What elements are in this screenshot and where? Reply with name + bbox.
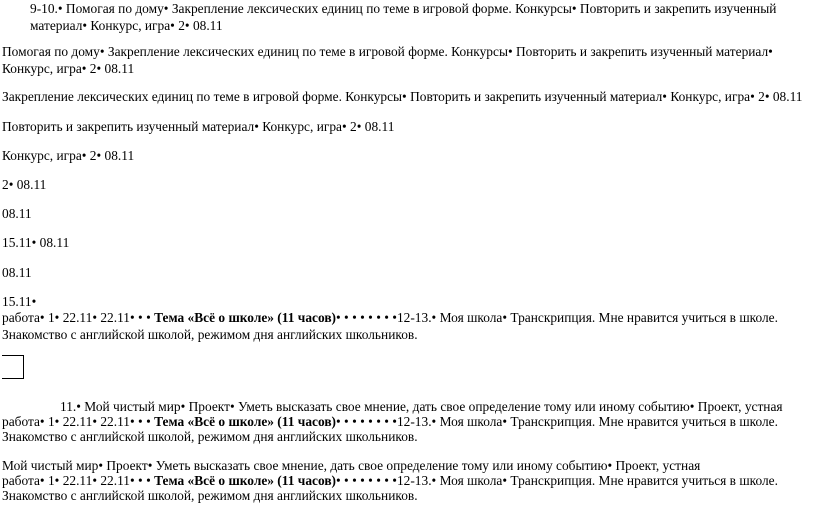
topic-title: Тема «Всё о школе» (11 часов) [154,473,337,488]
topic-description-3: Знакомство с английской школой, режимом дня английских школьников. [2,488,418,503]
paragraph-7: 08.11 [2,206,32,221]
topic-title: Тема «Всё о школе» (11 часов) [154,310,337,325]
topic-description-1: Знакомство с английской школой, режимом дня английских школьников. [2,327,418,342]
table-cell-box [2,355,24,379]
topic-line-prefix: работа• 1• 22.11• 22.11• • • [2,473,155,488]
topic-line-suffix: • • • • • • • •12-13.• Моя школа• Транскрипция. Мне нравится учиться в школе. [336,473,778,488]
topic-line-1 [2,309,812,326]
topic-line-suffix: • • • • • • • •12-13.• Моя школа• Транскрипция. Мне нравится учиться в школе. [336,310,778,325]
paragraph-6: 2• 08.11 [2,177,47,192]
paragraph-5: Конкурс, игра• 2• 08.11 [2,148,135,163]
paragraph-12: Мой чистый мир• Проект• Уметь высказать свое мнение, дать свое определение тому или иному событию• Проект, устная [2,458,701,473]
paragraph-2: Помогая по дому• Закрепление лексических единиц по теме в игровой форме. Конкурсы• Повторить и закрепить изученный материал• Конкурс, игра• 2• 08.11 [2,44,773,76]
paragraph-4: Повторить и закрепить изученный материал• Конкурс, игра• 2• 08.11 [2,119,395,134]
paragraph-9: 08.11 [2,265,32,280]
topic-title: Тема «Всё о школе» (11 часов) [154,414,337,429]
paragraph-11: 11.• Мой чистый мир• Проект• Уметь высказать свое мнение, дать свое определение тому или иному событию• Проект, устная [60,399,783,414]
topic-line-suffix: • • • • • • • •12-13.• Моя школа• Транскрипция. Мне нравится учиться в школе. [336,414,778,429]
topic-line-prefix: работа• 1• 22.11• 22.11• • • [2,414,155,429]
topic-line-prefix: работа• 1• 22.11• 22.11• • • [2,310,155,325]
topic-description-2: Знакомство с английской школой, режимом дня английских школьников. [2,429,418,444]
paragraph-1: 9-10.• Помогая по дому• Закрепление лексических единиц по теме в игровой форме. Конкурсы• Повторить и закрепить изученный материал• Конкурс, игра• 2• 08.11 [30,1,777,33]
paragraph-8: 15.11• 08.11 [2,235,70,250]
paragraph-10: 15.11• [2,294,37,309]
paragraph-3: Закрепление лексических единиц по теме в игровой форме. Конкурсы• Повторить и закрепить изученный материал• Конкурс, игра• 2• 08.11 [2,89,803,104]
